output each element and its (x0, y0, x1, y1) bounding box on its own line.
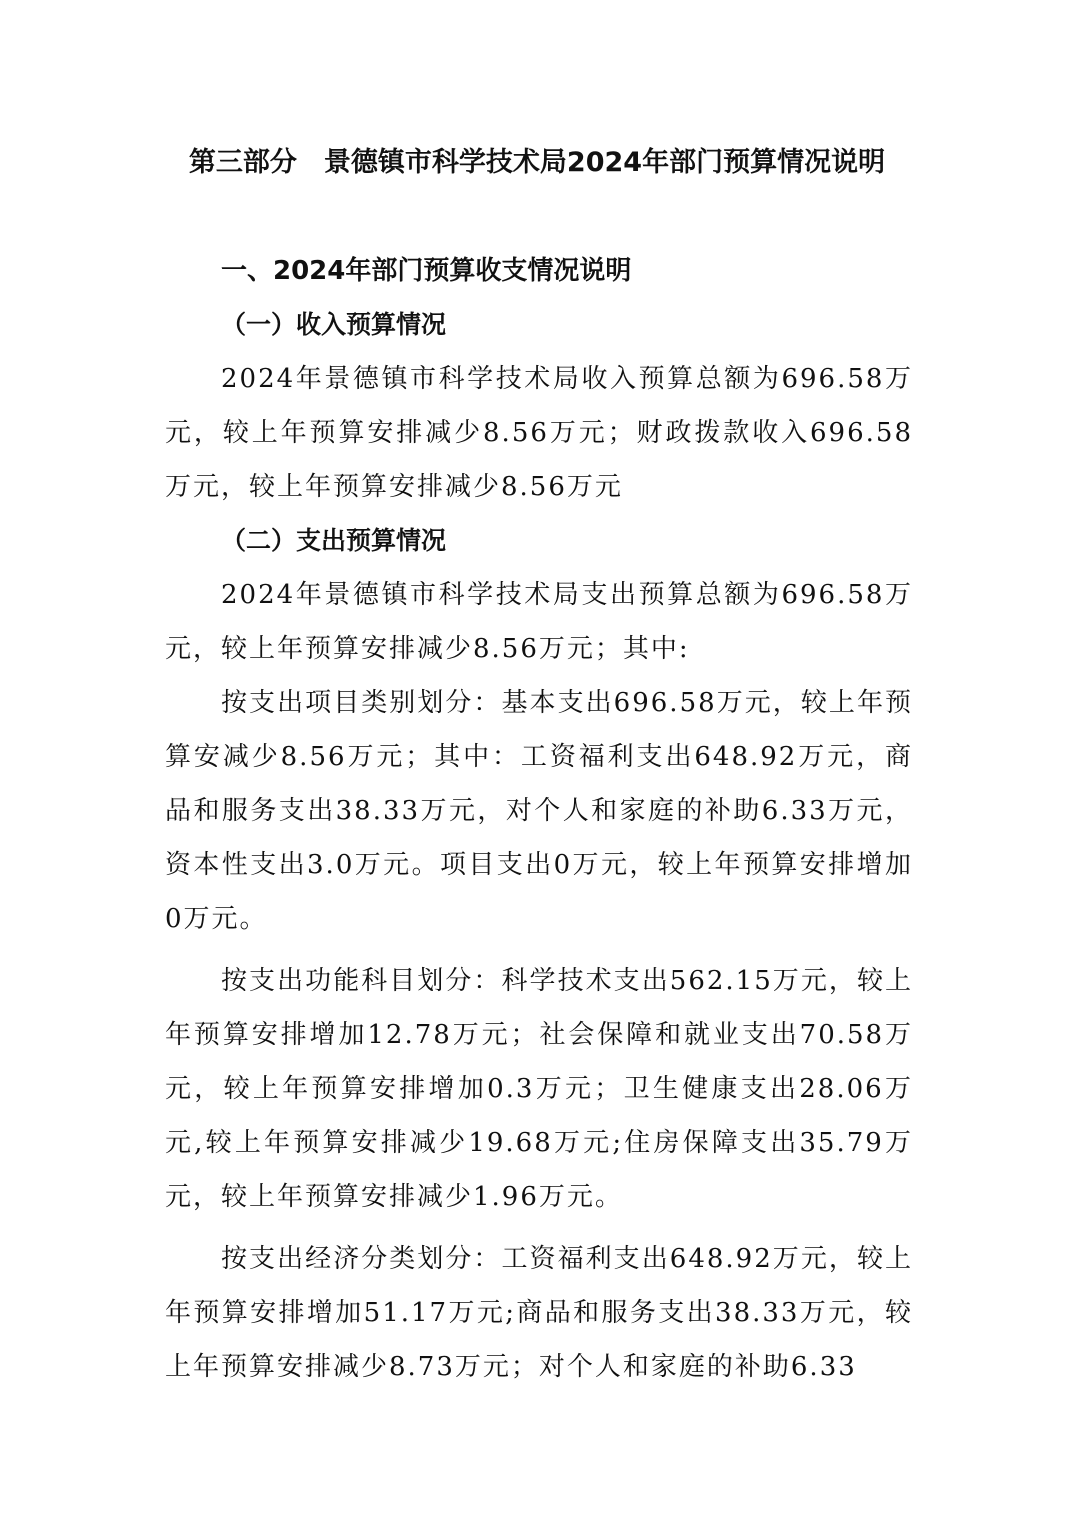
income-paragraph: 2024年景德镇市科学技术局收入预算总额为696.58万元，较上年预算安排减少8.56万元；财政拨款收入696.58万元，较上年预算安排减少8.56万元 (165, 364, 913, 502)
expenditure-by-economic-paragraph: 按支出经济分类划分：工资福利支出648.92万元，较上年预算安排增加51.17万元;商品和服务支出38.33万元，较上年预算安排减少8.73万元；对个人和家庭的补助6.33 (165, 1244, 913, 1382)
expenditure-heading: （二）支出预算情况 (221, 526, 447, 555)
document-title: 第三部分 景德镇市科学技术局2024年部门预算情况说明 (188, 147, 886, 178)
expenditure-total-paragraph: 2024年景德镇市科学技术局支出预算总额为696.58万元，较上年预算安排减少8.56万元；其中: (165, 580, 913, 664)
paragraph-gap (165, 946, 913, 954)
expenditure-by-function-paragraph: 按支出功能科目划分：科学技术支出562.15万元，较上年预算安排增加12.78万元；社会保障和就业支出70.58万元，较上年预算安排增加0.3万元；卫生健康支出28.06万元,较上年预算安排减少19.68万元;住房保障支出35.79万元，较上年预算安排减少1.96万元。 (165, 966, 913, 1212)
paragraph-gap (165, 1224, 913, 1232)
expenditure-by-project-paragraph: 按支出项目类别划分：基本支出696.58万元，较上年预算安减少8.56万元；其中：工资福利支出648.92万元，商品和服务支出38.33万元，对个人和家庭的补助6.33万元，资本性支出3.0万元。项目支出0万元，较上年预算安排增加0万元。 (165, 688, 913, 934)
section-heading: 一、2024年部门预算收支情况说明 (221, 256, 632, 286)
income-heading: （一）收入预算情况 (221, 310, 447, 339)
document-body (165, 244, 913, 1394)
